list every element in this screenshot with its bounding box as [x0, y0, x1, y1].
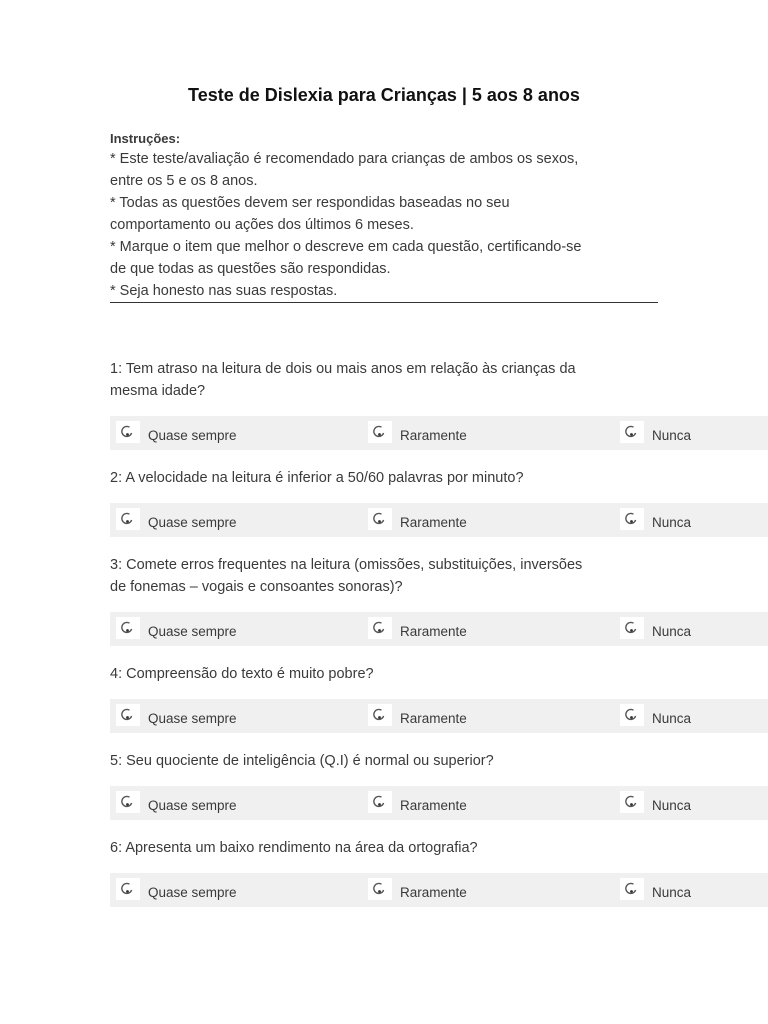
option-label: Nunca — [652, 515, 692, 530]
radio-button[interactable] — [620, 704, 644, 726]
answer-options — [110, 786, 768, 820]
option-label: Quase sempre — [148, 885, 237, 900]
question-line: 4: Compreensão do texto é muito pobre? — [110, 666, 374, 682]
option-quase-sempre[interactable] — [110, 503, 360, 537]
option-label: Raramente — [400, 624, 467, 639]
radio-button[interactable] — [116, 878, 140, 900]
option-nunca[interactable] — [614, 786, 768, 820]
radio-button[interactable] — [620, 508, 644, 530]
option-label: Quase sempre — [148, 711, 237, 726]
option-quase-sempre[interactable] — [110, 699, 360, 733]
instruction-line: * Marque o item que melhor o descreve em cada questão, certificando-se — [110, 239, 582, 255]
option-nunca[interactable] — [614, 503, 768, 537]
option-label: Quase sempre — [148, 428, 237, 443]
instruction-line: * Todas as questões devem ser respondidas baseadas no seu — [110, 195, 510, 211]
option-nunca[interactable] — [614, 416, 768, 450]
option-label: Raramente — [400, 515, 467, 530]
option-label: Nunca — [652, 624, 692, 639]
option-quase-sempre[interactable] — [110, 416, 360, 450]
question-line: 1: Tem atraso na leitura de dois ou mais anos em relação às crianças da — [110, 361, 576, 377]
page-title: Teste de Dislexia para Crianças | 5 aos 8 anos — [188, 85, 580, 105]
instructions-heading: Instruções: — [110, 131, 181, 146]
question-text — [110, 663, 670, 685]
option-quase-sempre[interactable] — [110, 612, 360, 646]
radio-button[interactable] — [116, 508, 140, 530]
answer-options — [110, 416, 768, 450]
question-2 — [110, 467, 692, 530]
option-raramente[interactable] — [362, 503, 612, 537]
question-text — [110, 554, 670, 598]
question-line: 6: Apresenta um baixo rendimento na área da ortografia? — [110, 840, 478, 856]
question-text — [110, 750, 670, 772]
radio-button[interactable] — [368, 421, 392, 443]
option-nunca[interactable] — [614, 699, 768, 733]
radio-button[interactable] — [116, 791, 140, 813]
instruction-line: de que todas as questões são respondidas. — [110, 261, 391, 277]
question-line: de fonemas – vogais e consoantes sonoras)? — [110, 579, 403, 595]
radio-button[interactable] — [116, 421, 140, 443]
radio-button[interactable] — [368, 508, 392, 530]
radio-button[interactable] — [368, 617, 392, 639]
instruction-line: * Este teste/avaliação é recomendado para crianças de ambos os sexos, — [110, 151, 579, 167]
radio-button[interactable] — [620, 878, 644, 900]
option-label: Nunca — [652, 428, 692, 443]
question-3 — [110, 554, 692, 639]
option-label: Raramente — [400, 711, 467, 726]
option-label: Nunca — [652, 885, 692, 900]
option-label: Nunca — [652, 711, 692, 726]
radio-button[interactable] — [368, 878, 392, 900]
option-nunca[interactable] — [614, 873, 768, 907]
instructions-block — [110, 130, 658, 303]
question-line: mesma idade? — [110, 383, 206, 399]
radio-button[interactable] — [620, 791, 644, 813]
question-line: 3: Comete erros frequentes na leitura (omissões, substituições, inversões — [110, 557, 583, 573]
question-text — [110, 358, 670, 402]
instruction-line: * Seja honesto nas suas respostas. — [110, 283, 338, 299]
radio-button[interactable] — [116, 617, 140, 639]
option-quase-sempre[interactable] — [110, 873, 360, 907]
option-label: Nunca — [652, 798, 692, 813]
radio-button[interactable] — [368, 704, 392, 726]
answer-options — [110, 873, 768, 907]
option-raramente[interactable] — [362, 699, 612, 733]
option-raramente[interactable] — [362, 416, 612, 450]
radio-button[interactable] — [620, 421, 644, 443]
radio-button[interactable] — [620, 617, 644, 639]
option-quase-sempre[interactable] — [110, 786, 360, 820]
option-label: Raramente — [400, 885, 467, 900]
question-line: 5: Seu quociente de inteligência (Q.I) é normal ou superior? — [110, 753, 494, 769]
question-text — [110, 837, 670, 859]
question-4 — [110, 663, 692, 726]
option-raramente[interactable] — [362, 612, 612, 646]
question-text — [110, 467, 670, 489]
question-1 — [110, 358, 692, 443]
option-label: Quase sempre — [148, 624, 237, 639]
option-nunca[interactable] — [614, 612, 768, 646]
option-label: Raramente — [400, 428, 467, 443]
question-6 — [110, 837, 692, 900]
instruction-line: entre os 5 e os 8 anos. — [110, 173, 258, 189]
question-line: 2: A velocidade na leitura é inferior a 50/60 palavras por minuto? — [110, 470, 524, 486]
answer-options — [110, 699, 768, 733]
option-label: Quase sempre — [148, 515, 237, 530]
option-raramente[interactable] — [362, 786, 612, 820]
instruction-line: comportamento ou ações dos últimos 6 meses. — [110, 217, 414, 233]
option-label: Quase sempre — [148, 798, 237, 813]
question-5 — [110, 750, 692, 813]
radio-button[interactable] — [368, 791, 392, 813]
answer-options — [110, 503, 768, 537]
answer-options — [110, 612, 768, 646]
radio-button[interactable] — [116, 704, 140, 726]
option-label: Raramente — [400, 798, 467, 813]
option-raramente[interactable] — [362, 873, 612, 907]
